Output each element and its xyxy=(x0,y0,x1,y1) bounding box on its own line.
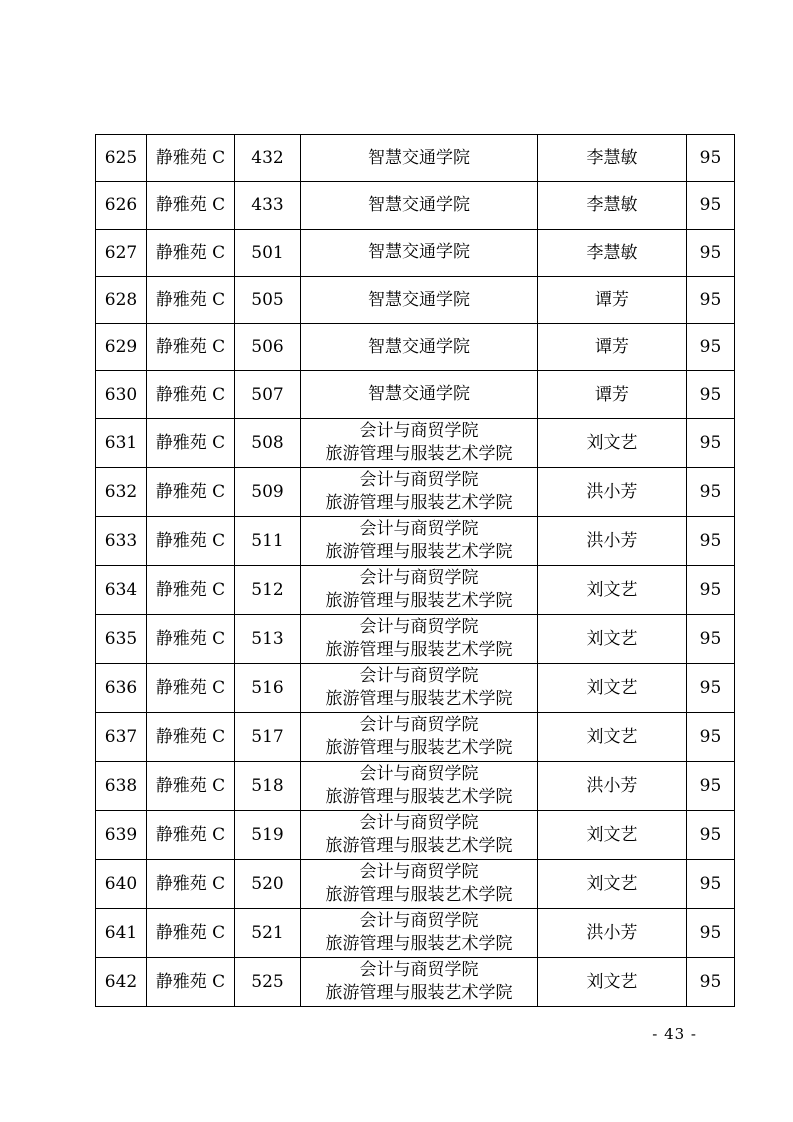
college-line: 旅游管理与服装艺术学院 xyxy=(325,590,513,611)
cell-number: 636 xyxy=(96,663,147,712)
college-line: 智慧交通学院 xyxy=(368,384,470,405)
cell-building: 静雅苑 C xyxy=(147,182,235,229)
table-row xyxy=(96,712,735,761)
cell-college xyxy=(301,229,538,276)
cell-score: 95 xyxy=(687,565,735,614)
cell-score: 95 xyxy=(687,663,735,712)
cell-room: 501 xyxy=(235,229,301,276)
cell-person: 洪小芳 xyxy=(538,761,687,810)
cell-person: 刘文艺 xyxy=(538,810,687,859)
cell-person: 李慧敏 xyxy=(538,229,687,276)
table-row xyxy=(96,761,735,810)
college-line: 会计与商贸学院 xyxy=(359,714,479,735)
table-row xyxy=(96,565,735,614)
cell-score: 95 xyxy=(687,761,735,810)
cell-room: 506 xyxy=(235,324,301,371)
table-row xyxy=(96,229,735,276)
cell-number: 625 xyxy=(96,135,147,182)
college-line: 旅游管理与服装艺术学院 xyxy=(325,639,513,660)
cell-score: 95 xyxy=(687,418,735,467)
cell-building: 静雅苑 C xyxy=(147,614,235,663)
cell-building: 静雅苑 C xyxy=(147,761,235,810)
cell-person: 谭芳 xyxy=(538,276,687,323)
cell-score: 95 xyxy=(687,135,735,182)
college-line: 旅游管理与服装艺术学院 xyxy=(325,835,513,856)
table-row xyxy=(96,276,735,323)
cell-number: 640 xyxy=(96,859,147,908)
cell-number: 638 xyxy=(96,761,147,810)
cell-college xyxy=(301,135,538,182)
cell-score: 95 xyxy=(687,859,735,908)
cell-building: 静雅苑 C xyxy=(147,565,235,614)
table-row xyxy=(96,614,735,663)
table-row xyxy=(96,859,735,908)
cell-building: 静雅苑 C xyxy=(147,712,235,761)
college-line: 智慧交通学院 xyxy=(368,147,470,168)
cell-number: 628 xyxy=(96,276,147,323)
table-row xyxy=(96,324,735,371)
cell-building: 静雅苑 C xyxy=(147,908,235,957)
college-line: 旅游管理与服装艺术学院 xyxy=(325,443,513,464)
cell-college xyxy=(301,957,538,1006)
cell-college xyxy=(301,182,538,229)
cell-room: 520 xyxy=(235,859,301,908)
cell-college xyxy=(301,859,538,908)
cell-person: 刘文艺 xyxy=(538,614,687,663)
cell-number: 631 xyxy=(96,418,147,467)
cell-number: 630 xyxy=(96,371,147,418)
cell-room: 432 xyxy=(235,135,301,182)
cell-college xyxy=(301,712,538,761)
cell-score: 95 xyxy=(687,276,735,323)
college-line: 会计与商贸学院 xyxy=(359,861,479,882)
cell-college xyxy=(301,276,538,323)
cell-score: 95 xyxy=(687,957,735,1006)
cell-college xyxy=(301,614,538,663)
college-line: 会计与商贸学院 xyxy=(359,812,479,833)
cell-score: 95 xyxy=(687,712,735,761)
cell-number: 627 xyxy=(96,229,147,276)
cell-room: 519 xyxy=(235,810,301,859)
cell-person: 刘文艺 xyxy=(538,957,687,1006)
college-line: 旅游管理与服装艺术学院 xyxy=(325,786,513,807)
cell-college xyxy=(301,371,538,418)
cell-room: 525 xyxy=(235,957,301,1006)
cell-room: 507 xyxy=(235,371,301,418)
cell-number: 633 xyxy=(96,516,147,565)
cell-room: 511 xyxy=(235,516,301,565)
cell-person: 李慧敏 xyxy=(538,135,687,182)
cell-person: 刘文艺 xyxy=(538,859,687,908)
cell-number: 642 xyxy=(96,957,147,1006)
cell-room: 513 xyxy=(235,614,301,663)
college-line: 会计与商贸学院 xyxy=(359,616,479,637)
college-line: 会计与商贸学院 xyxy=(359,420,479,441)
cell-score: 95 xyxy=(687,467,735,516)
cell-person: 刘文艺 xyxy=(538,663,687,712)
cell-building: 静雅苑 C xyxy=(147,324,235,371)
cell-score: 95 xyxy=(687,229,735,276)
cell-person: 洪小芳 xyxy=(538,467,687,516)
cell-person: 刘文艺 xyxy=(538,712,687,761)
cell-score: 95 xyxy=(687,614,735,663)
cell-score: 95 xyxy=(687,371,735,418)
cell-building: 静雅苑 C xyxy=(147,418,235,467)
cell-room: 518 xyxy=(235,761,301,810)
cell-number: 632 xyxy=(96,467,147,516)
cell-college xyxy=(301,908,538,957)
cell-number: 641 xyxy=(96,908,147,957)
college-line: 旅游管理与服装艺术学院 xyxy=(325,492,513,513)
cell-college xyxy=(301,418,538,467)
table-row xyxy=(96,663,735,712)
college-line: 会计与商贸学院 xyxy=(359,763,479,784)
cell-room: 433 xyxy=(235,182,301,229)
college-line: 旅游管理与服装艺术学院 xyxy=(325,737,513,758)
cell-college xyxy=(301,516,538,565)
cell-building: 静雅苑 C xyxy=(147,516,235,565)
cell-college xyxy=(301,324,538,371)
cell-number: 626 xyxy=(96,182,147,229)
cell-room: 508 xyxy=(235,418,301,467)
table-row xyxy=(96,810,735,859)
cell-building: 静雅苑 C xyxy=(147,467,235,516)
cell-building: 静雅苑 C xyxy=(147,229,235,276)
cell-room: 509 xyxy=(235,467,301,516)
cell-room: 516 xyxy=(235,663,301,712)
cell-person: 李慧敏 xyxy=(538,182,687,229)
cell-room: 512 xyxy=(235,565,301,614)
cell-room: 505 xyxy=(235,276,301,323)
cell-person: 洪小芳 xyxy=(538,908,687,957)
college-line: 旅游管理与服装艺术学院 xyxy=(325,688,513,709)
table-row xyxy=(96,418,735,467)
cell-building: 静雅苑 C xyxy=(147,810,235,859)
cell-number: 634 xyxy=(96,565,147,614)
table-row xyxy=(96,957,735,1006)
cell-building: 静雅苑 C xyxy=(147,663,235,712)
college-line: 智慧交通学院 xyxy=(368,194,470,215)
college-line: 会计与商贸学院 xyxy=(359,910,479,931)
cell-room: 521 xyxy=(235,908,301,957)
cell-number: 639 xyxy=(96,810,147,859)
cell-college xyxy=(301,663,538,712)
cell-building: 静雅苑 C xyxy=(147,859,235,908)
cell-building: 静雅苑 C xyxy=(147,957,235,1006)
cell-room: 517 xyxy=(235,712,301,761)
college-line: 旅游管理与服装艺术学院 xyxy=(325,933,513,954)
cell-college xyxy=(301,565,538,614)
cell-person: 洪小芳 xyxy=(538,516,687,565)
college-line: 智慧交通学院 xyxy=(368,289,470,310)
cell-building: 静雅苑 C xyxy=(147,371,235,418)
table-row xyxy=(96,516,735,565)
cell-building: 静雅苑 C xyxy=(147,135,235,182)
cell-college xyxy=(301,467,538,516)
college-line: 智慧交通学院 xyxy=(368,336,470,357)
cell-person: 刘文艺 xyxy=(538,565,687,614)
cell-person: 刘文艺 xyxy=(538,418,687,467)
college-line: 旅游管理与服装艺术学院 xyxy=(325,541,513,562)
cell-score: 95 xyxy=(687,182,735,229)
table-row xyxy=(96,135,735,182)
dormitory-score-table xyxy=(95,134,735,1007)
college-line: 会计与商贸学院 xyxy=(359,959,479,980)
page-number: - 43 - xyxy=(652,1025,697,1043)
table-body xyxy=(96,135,735,1007)
college-line: 旅游管理与服装艺术学院 xyxy=(325,884,513,905)
table-row xyxy=(96,182,735,229)
college-line: 旅游管理与服装艺术学院 xyxy=(325,982,513,1003)
cell-building: 静雅苑 C xyxy=(147,276,235,323)
table-row xyxy=(96,467,735,516)
college-line: 会计与商贸学院 xyxy=(359,665,479,686)
cell-person: 谭芳 xyxy=(538,371,687,418)
cell-score: 95 xyxy=(687,908,735,957)
college-line: 会计与商贸学院 xyxy=(359,518,479,539)
table-row xyxy=(96,908,735,957)
cell-number: 637 xyxy=(96,712,147,761)
college-line: 智慧交通学院 xyxy=(368,242,470,263)
cell-college xyxy=(301,761,538,810)
cell-college xyxy=(301,810,538,859)
cell-number: 629 xyxy=(96,324,147,371)
cell-score: 95 xyxy=(687,324,735,371)
college-line: 会计与商贸学院 xyxy=(359,469,479,490)
table-row xyxy=(96,371,735,418)
cell-score: 95 xyxy=(687,516,735,565)
cell-person: 谭芳 xyxy=(538,324,687,371)
cell-number: 635 xyxy=(96,614,147,663)
college-line: 会计与商贸学院 xyxy=(359,567,479,588)
cell-score: 95 xyxy=(687,810,735,859)
